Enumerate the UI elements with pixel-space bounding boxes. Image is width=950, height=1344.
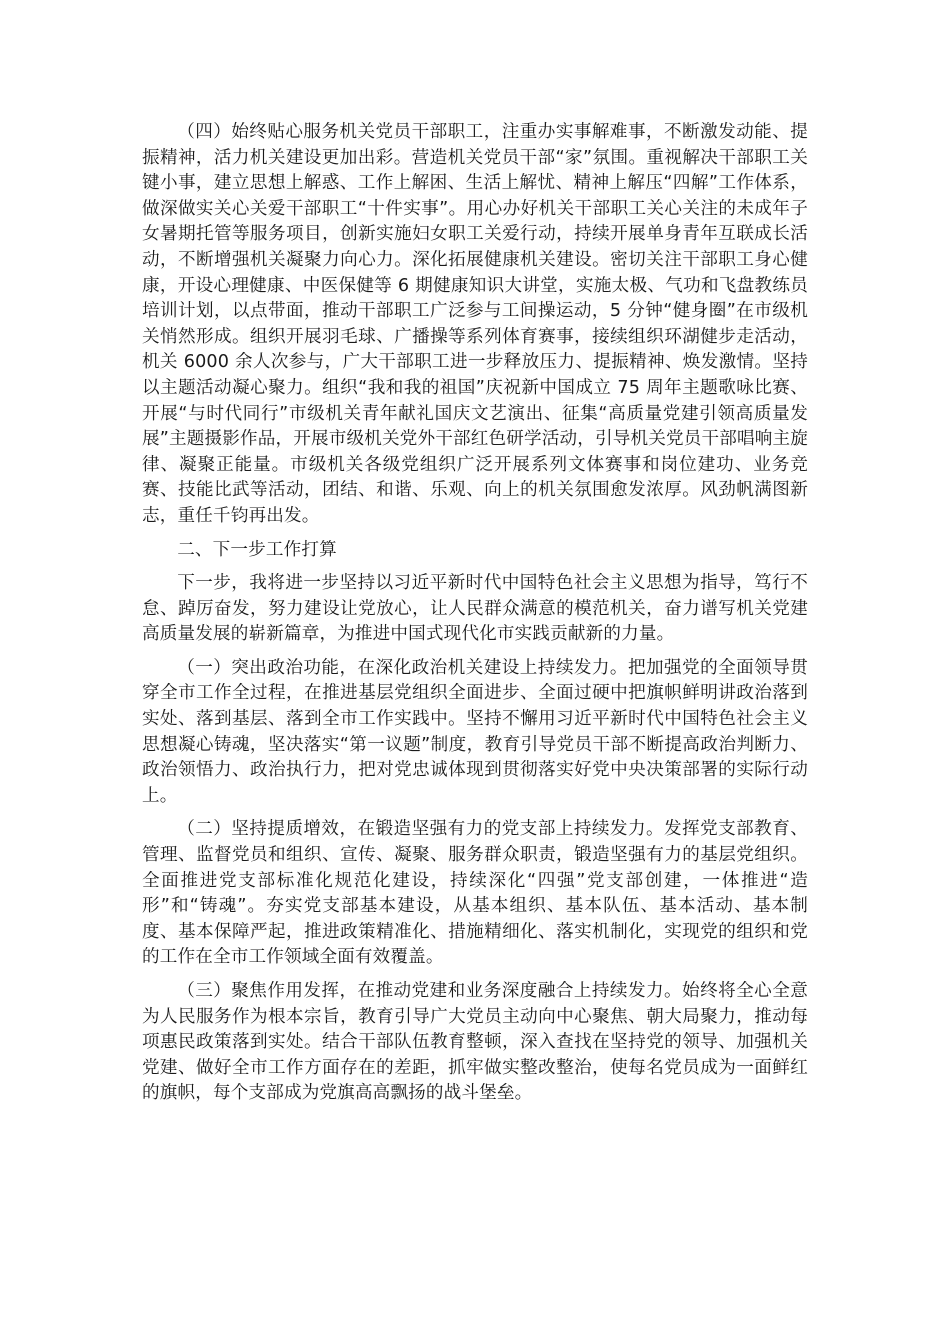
paragraph-next-step-intro: 下一步，我将进一步坚持以习近平新时代中国特色社会主义思想为指导，笃行不怠、踔厉奋发，努力建设让党放心，让人民群众满意的模范机关，奋力谱写机关党建高质量发展的崭新篇章，为推进中国式现代化市实践贡献新的力量。: [142, 573, 808, 645]
paragraph-item-two: （二）坚持提质增效，在锻造坚强有力的党支部上持续发力。发挥党支部教育、管理、监督党员和组织、宣传、凝聚、服务群众职责，锻造坚强有力的基层党组织。全面推进党支部标准化规范化建设，持续深化“四强”党支部创建，一体推进“造形”和“铸魂”。夯实党支部基本建设，从基本组织、基本队伍、基本活动、基本制度、基本保障严起，推进政策精准化、措施精细化、落实机制化，实现党的组织和党的工作在全市工作领域全面有效覆盖。: [142, 819, 808, 968]
paragraph-item-one: （一）突出政治功能，在深化政治机关建设上持续发力。把加强党的全面领导贯穿全市工作全过程，在推进基层党组织全面进步、全面过硬中把旗帜鲜明讲政治落到实处、落到基层、落到全市工作实践中。坚持不懈用习近平新时代中国特色社会主义思想凝心铸魂，坚决落实“第一议题”制度，教育引导党员干部不断提高政治判断力、政治领悟力、政治执行力，把对党忠诚体现到贯彻落实好党中央决策部署的实际行动上。: [142, 657, 808, 806]
paragraph-section-four: （四）始终贴心服务机关党员干部职工，注重办实事解难事，不断激发动能、提振精神，活力机关建设更加出彩。营造机关党员干部“家”氛围。重视解决干部职工关键小事，建立思想上解惑、工作上解困、生活上解忧、精神上解压“四解”工作体系，做深做实关心关爱干部职工“十件实事”。用心办好机关干部职工关心关注的未成年子女暑期托管等服务项目，创新实施妇女职工关爱行动，持续开展单身青年互联成长活动，不断增强机关凝聚力向心力。深化拓展健康机关建设。密切关注干部职工身心健康，开设心理健康、中医保健等 6 期健康知识大讲堂，实施太极、气功和飞盘教练员培训计划，以点带面，推动干部职工广泛参与工间操运动，5 分钟“健身圈”在市级机关悄然形成。组织开展羽毛球、广播操等系列体育赛事，接续组织环湖健步走活动，机关 6000 余人次参与，广大干部职工进一步释放压力、提振精神、焕发激情。坚持以主题活动凝心聚力。组织“我和我的祖国”庆祝新中国成立 75 周年主题歌咏比赛、开展“与时代同行”市级机关青年献礼国庆文艺演出、征集“高质量党建引领高质量发展”主题摄影作品，开展市级机关党外干部红色研学活动，引导机关党员干部唱响主旋律、凝聚正能量。市级机关各级党组织广泛开展系列文体赛事和岗位建功、业务竞赛、技能比武等活动，团结、和谐、乐观、向上的机关氛围愈发浓厚。风劲帆满图新志，重任千钧再出发。: [142, 122, 808, 526]
document-page: [142, 120, 808, 1115]
paragraph-item-three: （三）聚焦作用发挥，在推动党建和业务深度融合上持续发力。始终将全心全意为人民服务作为根本宗旨，教育引导广大党员主动向中心聚焦、朝大局聚力，推动每项惠民政策落到实处。结合干部队伍教育整顿，深入查找在坚持党的领导、加强机关党建、做好全市工作方面存在的差距，抓牢做实整改整治，使每名党员成为一面鲜红的旗帜，每个支部成为党旗高高飘扬的战斗堡垒。: [142, 981, 808, 1104]
section-heading-next-steps: 二、下一步工作打算: [177, 539, 337, 560]
